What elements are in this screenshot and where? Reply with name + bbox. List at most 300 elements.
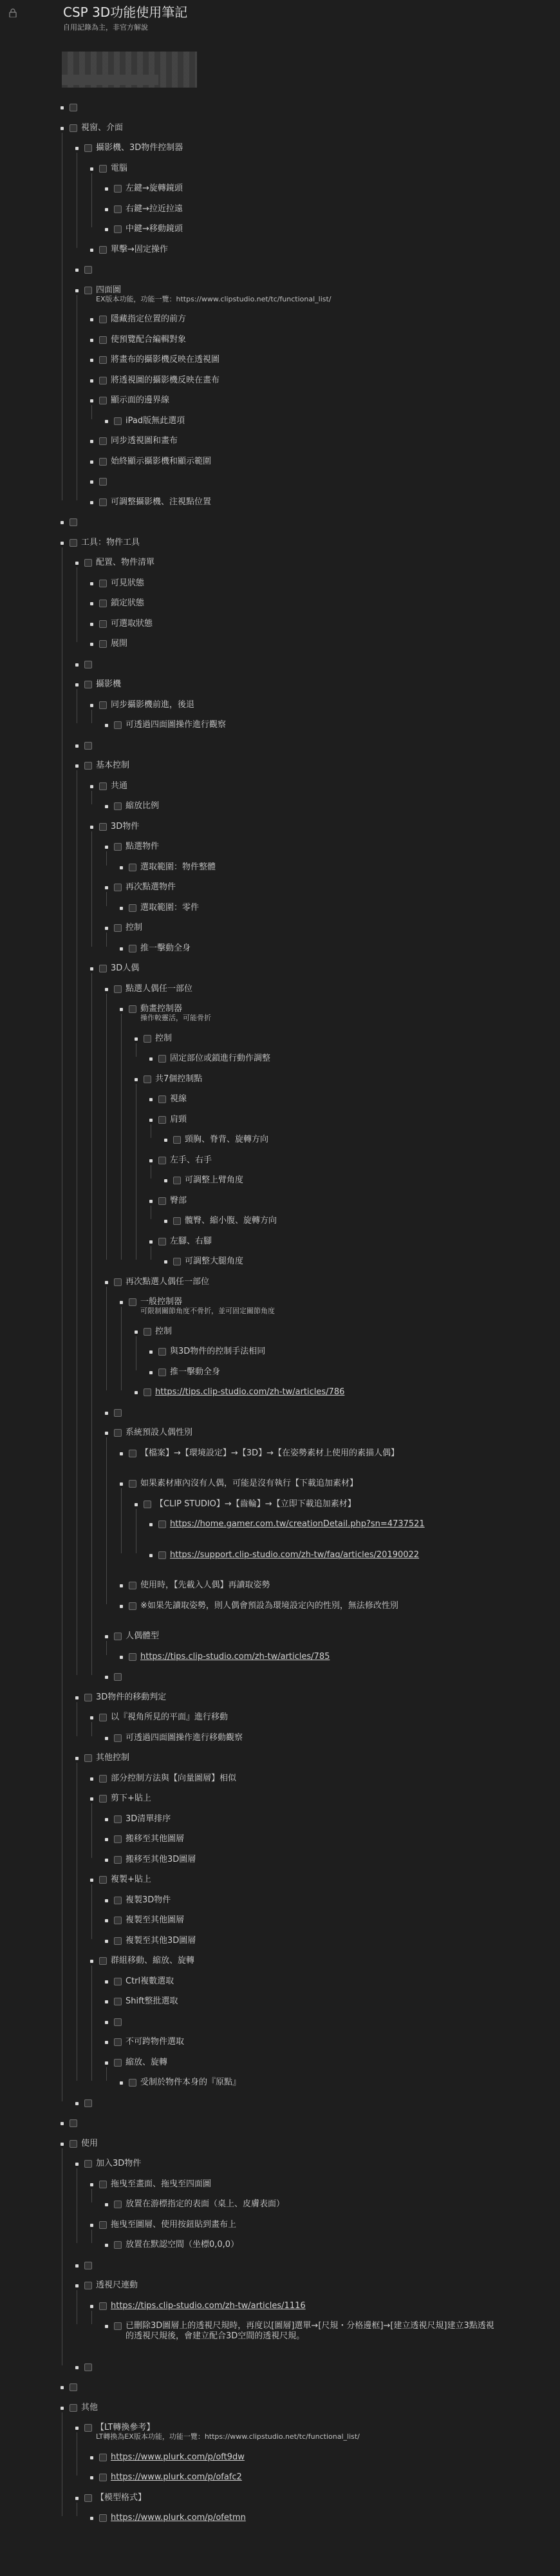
outline-item[interactable] <box>0 2468 560 2488</box>
bullet-icon[interactable] <box>75 2366 79 2369</box>
bullet-icon[interactable] <box>105 1818 108 1821</box>
bullet-icon[interactable] <box>120 947 123 951</box>
outline-item[interactable] <box>0 655 560 676</box>
checkbox[interactable] <box>114 1278 122 1286</box>
checkbox[interactable] <box>70 2140 77 2148</box>
checkbox[interactable] <box>84 2494 92 2502</box>
outline-item[interactable] <box>0 1769 560 1790</box>
outline-item[interactable] <box>0 2235 560 2256</box>
bullet-icon[interactable] <box>75 1696 79 1700</box>
checkbox[interactable] <box>158 1055 166 1063</box>
outline-link[interactable]: https://home.gamer.com.tw/creationDetail.php?sn=4737521 <box>170 1519 425 1529</box>
bullet-icon[interactable] <box>75 683 79 687</box>
checkbox[interactable] <box>158 1157 166 1164</box>
checkbox[interactable] <box>114 2038 122 2046</box>
outline-item[interactable] <box>0 2297 560 2317</box>
outline-item[interactable] <box>0 200 560 220</box>
checkbox[interactable] <box>158 1348 166 1356</box>
checkbox[interactable] <box>70 2383 77 2391</box>
outline-item[interactable] <box>0 452 560 473</box>
checkbox[interactable] <box>173 1136 181 1144</box>
bullet-icon[interactable] <box>75 562 79 565</box>
bullet-icon[interactable] <box>90 643 93 646</box>
checkbox[interactable] <box>99 823 107 831</box>
outline-item[interactable] <box>0 1363 560 1383</box>
outline-item[interactable] <box>0 260 560 281</box>
checkbox[interactable] <box>129 1450 136 1457</box>
checkbox[interactable] <box>114 721 122 729</box>
bullet-icon[interactable] <box>105 228 108 231</box>
outline-item[interactable] <box>0 1211 560 1232</box>
bullet-icon[interactable] <box>75 744 79 748</box>
bullet-icon[interactable] <box>120 1656 123 1659</box>
checkbox[interactable] <box>99 2514 107 2522</box>
outline-item[interactable] <box>0 2508 560 2529</box>
checkbox[interactable] <box>70 2404 77 2412</box>
checkbox[interactable] <box>99 1876 107 1884</box>
outline-item[interactable] <box>0 2378 560 2398</box>
outline-item[interactable] <box>0 1090 560 1110</box>
outline-link[interactable]: https://www.plurk.com/p/oft9dw <box>111 2452 245 2462</box>
outline-item[interactable] <box>0 179 560 200</box>
bullet-icon[interactable] <box>90 1777 93 1781</box>
bullet-icon[interactable] <box>105 1635 108 1638</box>
outline-item[interactable] <box>0 1495 560 1515</box>
bullet-icon[interactable] <box>105 1940 108 1943</box>
checkbox[interactable] <box>84 661 92 668</box>
outline-item[interactable] <box>0 2134 560 2155</box>
checkbox[interactable] <box>114 1835 122 1843</box>
bullet-icon[interactable] <box>90 2224 93 2227</box>
checkbox[interactable] <box>114 1897 122 1904</box>
outline-item[interactable] <box>0 1070 560 1090</box>
bullet-icon[interactable] <box>90 582 93 585</box>
bullet-icon[interactable] <box>90 318 93 321</box>
outline-item[interactable] <box>0 1110 560 1131</box>
outline-item[interactable] <box>0 1423 560 1444</box>
bullet-icon[interactable] <box>105 1980 108 1984</box>
checkbox[interactable] <box>84 2160 92 2168</box>
outline-item[interactable] <box>0 980 560 1000</box>
bullet-icon[interactable] <box>105 2021 108 2024</box>
bullet-icon[interactable] <box>105 805 108 808</box>
checkbox[interactable] <box>99 600 107 607</box>
outline-item[interactable] <box>0 1232 560 1253</box>
checkbox[interactable] <box>129 1582 136 1589</box>
bullet-icon[interactable] <box>105 2325 108 2328</box>
checkbox[interactable] <box>99 478 107 486</box>
bullet-icon[interactable] <box>149 1159 153 1162</box>
bullet-icon[interactable] <box>90 2476 93 2479</box>
bullet-icon[interactable] <box>61 2407 64 2410</box>
bullet-icon[interactable] <box>135 1503 138 1506</box>
bullet-icon[interactable] <box>105 724 108 727</box>
checkbox[interactable] <box>144 1501 151 1508</box>
checkbox[interactable] <box>70 124 77 132</box>
bullet-icon[interactable] <box>61 127 64 130</box>
outline-item[interactable] <box>0 2488 560 2509</box>
outline-item[interactable] <box>0 310 560 330</box>
outline-item[interactable] <box>0 777 560 797</box>
outline-item[interactable] <box>0 1322 560 1343</box>
bullet-icon[interactable] <box>61 521 64 524</box>
checkbox[interactable] <box>114 884 122 891</box>
bullet-icon[interactable] <box>120 2081 123 2085</box>
bullet-icon[interactable] <box>90 2183 93 2186</box>
checkbox[interactable] <box>114 185 122 193</box>
outline-item[interactable] <box>0 756 560 777</box>
checkbox[interactable] <box>99 620 107 628</box>
outline-item[interactable] <box>0 159 560 180</box>
bullet-icon[interactable] <box>61 2143 64 2146</box>
outline-item[interactable] <box>0 412 560 432</box>
checkbox[interactable] <box>114 1978 122 1985</box>
checkbox[interactable] <box>114 2201 122 2208</box>
bullet-icon[interactable] <box>149 1350 153 1354</box>
checkbox[interactable] <box>114 2322 122 2330</box>
outline-item[interactable] <box>0 1444 560 1475</box>
bullet-icon[interactable] <box>90 2456 93 2459</box>
outline-item[interactable] <box>0 1151 560 1171</box>
outline-item[interactable] <box>0 2215 560 2236</box>
bullet-icon[interactable] <box>90 785 93 788</box>
checkbox[interactable] <box>99 2302 107 2310</box>
outline-item[interactable] <box>0 220 560 240</box>
outline-item[interactable] <box>0 2448 560 2468</box>
bullet-icon[interactable] <box>90 1716 93 1719</box>
bullet-icon[interactable] <box>90 167 93 171</box>
outline-item[interactable] <box>0 837 560 858</box>
checkbox[interactable] <box>84 287 92 294</box>
outline-link[interactable]: https://tips.clip-studio.com/zh-tw/articles/1116 <box>111 2300 306 2311</box>
bullet-icon[interactable] <box>135 1331 138 1334</box>
checkbox[interactable] <box>99 2454 107 2461</box>
outline-item[interactable] <box>0 736 560 757</box>
outline-item[interactable] <box>0 1474 560 1495</box>
outline-item[interactable] <box>0 2094 560 2114</box>
outline-item[interactable] <box>0 1647 560 1668</box>
checkbox[interactable] <box>114 205 122 213</box>
bullet-icon[interactable] <box>90 623 93 626</box>
bullet-icon[interactable] <box>75 1757 79 1760</box>
bullet-icon[interactable] <box>75 2497 79 2500</box>
bullet-icon[interactable] <box>90 826 93 829</box>
outline-item[interactable] <box>0 1688 560 1709</box>
bullet-icon[interactable] <box>75 269 79 272</box>
checkbox[interactable] <box>99 580 107 587</box>
checkbox[interactable] <box>99 1775 107 1783</box>
bullet-icon[interactable] <box>61 2386 64 2389</box>
outline-item[interactable] <box>0 1273 560 1293</box>
bullet-icon[interactable] <box>105 2000 108 2003</box>
checkbox[interactable] <box>84 1694 92 1701</box>
checkbox[interactable] <box>144 1075 151 1083</box>
bullet-icon[interactable] <box>105 1859 108 1862</box>
bullet-icon[interactable] <box>90 2305 93 2308</box>
outline-item[interactable] <box>0 240 560 261</box>
checkbox[interactable] <box>99 2221 107 2229</box>
outline-item[interactable] <box>0 675 560 696</box>
bullet-icon[interactable] <box>90 460 93 464</box>
bullet-icon[interactable] <box>149 1119 153 1122</box>
outline-item[interactable] <box>0 1596 560 1627</box>
outline-link[interactable]: https://tips.clip-studio.com/zh-tw/articles/786 <box>155 1387 345 1397</box>
checkbox[interactable] <box>114 1633 122 1640</box>
bullet-icon[interactable] <box>75 147 79 150</box>
checkbox[interactable] <box>114 1409 122 1417</box>
outline-item[interactable] <box>0 898 560 919</box>
outline-item[interactable] <box>0 2114 560 2134</box>
checkbox[interactable] <box>114 2018 122 2026</box>
outline-item[interactable] <box>0 634 560 655</box>
checkbox[interactable] <box>70 104 77 111</box>
checkbox[interactable] <box>84 2424 92 2432</box>
bullet-icon[interactable] <box>75 289 79 292</box>
checkbox[interactable] <box>99 1714 107 1721</box>
outline-item[interactable] <box>0 1708 560 1728</box>
checkbox[interactable] <box>114 417 122 425</box>
checkbox[interactable] <box>84 2262 92 2269</box>
bullet-icon[interactable] <box>120 1301 123 1304</box>
bullet-icon[interactable] <box>135 1391 138 1394</box>
checkbox[interactable] <box>158 1095 166 1103</box>
checkbox[interactable] <box>158 1551 166 1559</box>
outline-item[interactable] <box>0 533 560 554</box>
checkbox[interactable] <box>114 2241 122 2249</box>
outline-item[interactable] <box>0 138 560 159</box>
outline-item[interactable] <box>0 918 560 939</box>
outline-item[interactable] <box>0 939 560 960</box>
outline-item[interactable] <box>0 472 560 493</box>
outline-link[interactable]: https://support.clip-studio.com/zh-tw/faq/articles/20190022 <box>170 1549 420 1560</box>
checkbox[interactable] <box>99 1957 107 1965</box>
outline-item[interactable] <box>0 2053 560 2074</box>
checkbox[interactable] <box>173 1258 181 1265</box>
outline-item[interactable] <box>0 817 560 838</box>
outline-item[interactable] <box>0 1191 560 1212</box>
checkbox[interactable] <box>99 2474 107 2481</box>
outline-item[interactable] <box>0 2195 560 2215</box>
outline-item[interactable] <box>0 371 560 392</box>
checkbox[interactable] <box>173 1177 181 1184</box>
checkbox[interactable] <box>84 2099 92 2107</box>
bullet-icon[interactable] <box>105 988 108 991</box>
outline-item[interactable] <box>0 1748 560 1769</box>
bullet-icon[interactable] <box>105 2203 108 2206</box>
checkbox[interactable] <box>84 144 92 152</box>
outline-item[interactable] <box>0 1830 560 1850</box>
checkbox[interactable] <box>158 1520 166 1528</box>
outline-item[interactable] <box>0 1992 560 2012</box>
bullet-icon[interactable] <box>75 764 79 768</box>
bullet-icon[interactable] <box>120 1482 123 1486</box>
bullet-icon[interactable] <box>149 1554 153 1557</box>
bullet-icon[interactable] <box>61 106 64 109</box>
bullet-icon[interactable] <box>90 359 93 362</box>
outline-item[interactable] <box>0 1911 560 1931</box>
bullet-icon[interactable] <box>75 2102 79 2105</box>
outline-item[interactable] <box>0 614 560 635</box>
bullet-icon[interactable] <box>149 1057 153 1061</box>
bullet-icon[interactable] <box>105 1281 108 1284</box>
outline-item[interactable] <box>0 1931 560 1952</box>
bullet-icon[interactable] <box>90 602 93 605</box>
outline-item[interactable] <box>0 2256 560 2277</box>
bullet-icon[interactable] <box>105 1676 108 1679</box>
checkbox[interactable] <box>114 985 122 993</box>
outline-item[interactable] <box>0 1342 560 1363</box>
bullet-icon[interactable] <box>164 1220 167 1223</box>
checkbox[interactable] <box>84 559 92 567</box>
bullet-icon[interactable] <box>75 2284 79 2287</box>
outline-item[interactable] <box>0 999 560 1029</box>
checkbox[interactable] <box>99 640 107 648</box>
bullet-icon[interactable] <box>105 886 108 889</box>
outline-item[interactable] <box>0 2032 560 2053</box>
checkbox[interactable] <box>114 1998 122 2005</box>
checkbox[interactable] <box>129 945 136 952</box>
bullet-icon[interactable] <box>105 1919 108 1922</box>
outline-item[interactable] <box>0 696 560 716</box>
bullet-icon[interactable] <box>149 1200 153 1203</box>
bullet-icon[interactable] <box>105 1899 108 1902</box>
checkbox[interactable] <box>114 1917 122 1924</box>
bullet-icon[interactable] <box>149 1240 153 1244</box>
outline-item[interactable] <box>0 1870 560 1891</box>
bullet-icon[interactable] <box>75 2427 79 2430</box>
checkbox[interactable] <box>129 1298 136 1306</box>
outline-link[interactable]: https://tips.clip-studio.com/zh-tw/articles/785 <box>140 1651 330 1662</box>
outline-item[interactable] <box>0 2012 560 2033</box>
outline-item[interactable] <box>0 350 560 371</box>
bullet-icon[interactable] <box>120 1605 123 1608</box>
checkbox[interactable] <box>144 1328 151 1336</box>
checkbox[interactable] <box>84 742 92 750</box>
checkbox[interactable] <box>84 2363 92 2371</box>
checkbox[interactable] <box>99 2181 107 2188</box>
checkbox[interactable] <box>99 965 107 972</box>
bullet-icon[interactable] <box>90 1960 93 1963</box>
bullet-icon[interactable] <box>90 249 93 252</box>
outline-item[interactable] <box>0 2154 560 2175</box>
checkbox[interactable] <box>70 2119 77 2127</box>
checkbox[interactable] <box>129 1602 136 1610</box>
bullet-icon[interactable] <box>105 2244 108 2247</box>
checkbox[interactable] <box>99 701 107 709</box>
checkbox[interactable] <box>84 266 92 274</box>
checkbox[interactable] <box>129 1005 136 1013</box>
checkbox[interactable] <box>70 539 77 547</box>
checkbox[interactable] <box>99 246 107 254</box>
checkbox[interactable] <box>114 1673 122 1681</box>
bullet-icon[interactable] <box>164 1260 167 1264</box>
checkbox[interactable] <box>129 864 136 871</box>
bullet-icon[interactable] <box>149 1098 153 1101</box>
bullet-icon[interactable] <box>90 399 93 402</box>
outline-item[interactable] <box>0 2175 560 2195</box>
outline-item[interactable] <box>0 1403 560 1424</box>
checkbox[interactable] <box>114 924 122 932</box>
checkbox[interactable] <box>129 904 136 912</box>
checkbox[interactable] <box>129 2079 136 2087</box>
checkbox[interactable] <box>99 165 107 173</box>
outline-item[interactable] <box>0 1810 560 1830</box>
outline-item[interactable] <box>0 797 560 817</box>
bullet-icon[interactable] <box>120 866 123 869</box>
bullet-icon[interactable] <box>105 1737 108 1740</box>
bullet-icon[interactable] <box>90 480 93 484</box>
checkbox[interactable] <box>114 1815 122 1823</box>
checkbox[interactable] <box>114 1429 122 1437</box>
bullet-icon[interactable] <box>120 1584 123 1587</box>
checkbox[interactable] <box>114 843 122 851</box>
checkbox[interactable] <box>99 377 107 384</box>
outline-item[interactable] <box>0 2398 560 2419</box>
checkbox[interactable] <box>99 397 107 404</box>
outline-item[interactable] <box>0 1546 560 1577</box>
checkbox[interactable] <box>173 1217 181 1225</box>
bullet-icon[interactable] <box>135 1078 138 1081</box>
bullet-icon[interactable] <box>61 2122 64 2125</box>
bullet-icon[interactable] <box>105 2041 108 2044</box>
outline-item[interactable] <box>0 2276 560 2297</box>
outline-item[interactable] <box>0 2418 560 2448</box>
outline-item[interactable] <box>0 513 560 533</box>
outline-item[interactable] <box>0 1972 560 1993</box>
outline-item[interactable] <box>0 1667 560 1688</box>
outline-item[interactable] <box>0 330 560 351</box>
outline-item[interactable] <box>0 553 560 574</box>
checkbox[interactable] <box>114 1937 122 1945</box>
bullet-icon[interactable] <box>75 663 79 667</box>
outline-item[interactable] <box>0 2073 560 2094</box>
bullet-icon[interactable] <box>105 1432 108 1435</box>
bullet-icon[interactable] <box>105 1412 108 1415</box>
checkbox[interactable] <box>99 336 107 344</box>
checkbox[interactable] <box>129 1653 136 1661</box>
checkbox[interactable] <box>99 782 107 790</box>
bullet-icon[interactable] <box>90 2517 93 2520</box>
bullet-icon[interactable] <box>105 208 108 211</box>
bullet-icon[interactable] <box>90 967 93 971</box>
outline-item[interactable] <box>0 431 560 452</box>
outline-item[interactable] <box>0 959 560 980</box>
bullet-icon[interactable] <box>120 1008 123 1011</box>
bullet-icon[interactable] <box>75 2264 79 2268</box>
outline-item[interactable] <box>0 1627 560 1647</box>
bullet-icon[interactable] <box>90 704 93 707</box>
bullet-icon[interactable] <box>105 2061 108 2065</box>
outline-item[interactable] <box>0 1171 560 1191</box>
bullet-icon[interactable] <box>120 907 123 910</box>
bullet-icon[interactable] <box>149 1371 153 1374</box>
checkbox[interactable] <box>158 1368 166 1376</box>
checkbox[interactable] <box>84 1754 92 1762</box>
outline-item[interactable] <box>0 493 560 513</box>
outline-item[interactable] <box>0 1576 560 1596</box>
bullet-icon[interactable] <box>105 927 108 930</box>
outline-item[interactable] <box>0 281 560 310</box>
checkbox[interactable] <box>99 437 107 445</box>
checkbox[interactable] <box>144 1388 151 1396</box>
checkbox[interactable] <box>114 2059 122 2067</box>
bullet-icon[interactable] <box>90 440 93 443</box>
bullet-icon[interactable] <box>61 542 64 545</box>
outline-item[interactable] <box>0 1515 560 1546</box>
outline-item[interactable] <box>0 1789 560 1810</box>
bullet-icon[interactable] <box>105 187 108 191</box>
bullet-icon[interactable] <box>90 1797 93 1801</box>
